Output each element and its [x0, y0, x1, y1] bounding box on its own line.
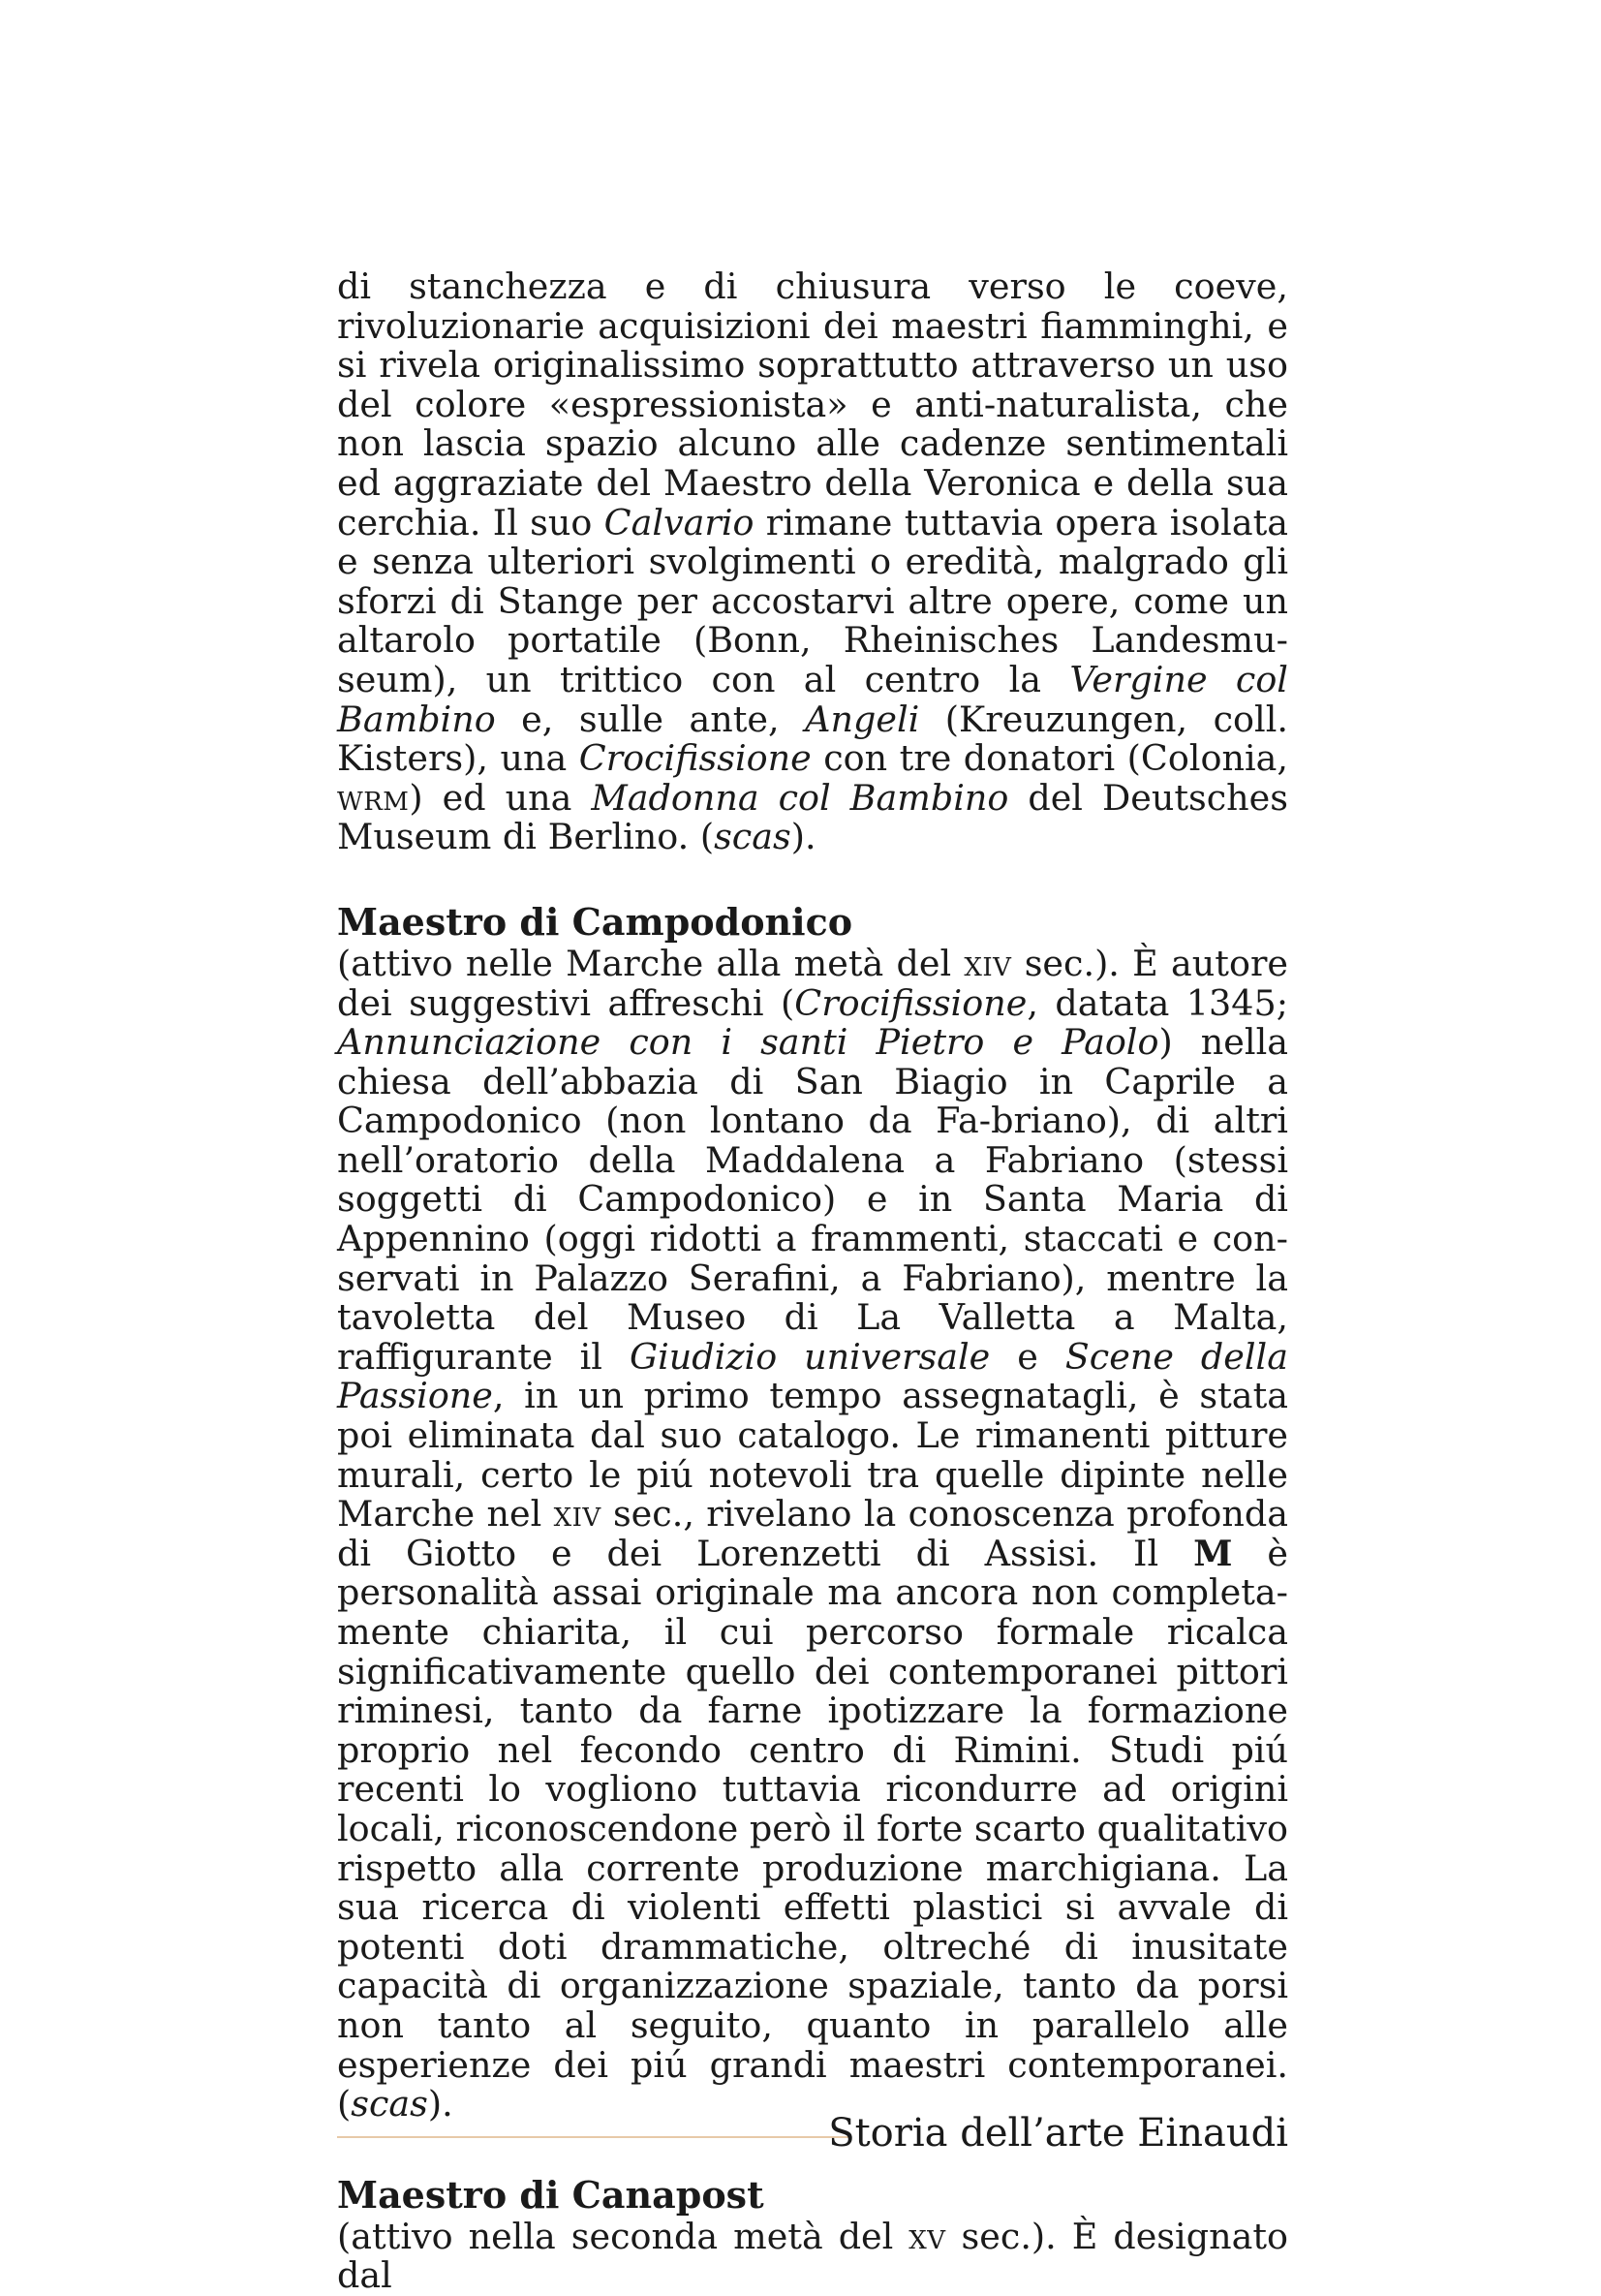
- work-title: Scene della Passione: [337, 1335, 1288, 1417]
- work-title: Crocifissione: [794, 981, 1028, 1024]
- intro-text-3: e, sulle ante,: [495, 698, 806, 740]
- work-title-vergine: Vergine col Bambino: [337, 658, 1288, 740]
- century-numeral: xiv: [553, 1493, 601, 1536]
- century-numeral: xv: [908, 2215, 946, 2257]
- entry-text: (attivo nella seconda metà del: [337, 2215, 909, 2257]
- entry-body: [337, 942, 1288, 2125]
- subject-abbreviation: M: [1193, 1532, 1233, 1574]
- intro-text-8: ).: [790, 816, 816, 858]
- work-title-madonna: Madonna col Bambino: [591, 776, 1009, 819]
- intro-text-2: rimane tuttavia opera isolata e senza ulteriori svolgimenti o eredità, malgrado gli sforzi di Stange per accostarvi altre opere, come un altarolo portatile (Bonn, Rheinisches Landesmuseum), un trittico con al centro la: [337, 501, 1289, 700]
- intro-paragraph: [337, 267, 1288, 857]
- work-title: Giudizio universale: [629, 1335, 991, 1378]
- entry-body: [337, 2215, 1288, 2296]
- entry-text: ) nella chiesa dell’abbazia di San Biagio in Caprile a Campodonico (non lontano da Fa-briano), di altri nell’oratorio della Maddalena a Fabriano (stessi soggetti di Campodonico) e in Santa Maria di Appennino (oggi ridotti a frammenti, staccati e conservati in Palazzo Serafini, a Fabriano), mentre la tavoletta del Museo di La Valletta a Malta, raffigurante il: [337, 1021, 1288, 1378]
- work-title: Annunciazione con i santi Pietro e Paolo: [337, 1021, 1159, 1064]
- footer-rule: [337, 2136, 850, 2138]
- intro-text-1: di stanchezza e di chiusura verso le coeve, rivoluzionarie acquisizioni dei maestri fiamminghi, e si rivela originalissimo soprattutto attraverso un uso del colore «espressionista» e anti-naturalista, che non lascia spazio alcuno alle cadenze sentimentali ed aggraziate del Maestro della Veronica e della sua cerchia. Il suo: [337, 265, 1288, 543]
- intro-text-5: con tre donatori (Colonia,: [811, 737, 1288, 780]
- entry-text: è personalità assai originale ma ancora non completamente chiarita, il cui percorso formale ricalca significativamente quello dei contemporanei pittori riminesi, tanto da farne ipotizzare la formazione proprio nel fecondo centro di Rimini. Studi piú recenti lo vogliono tuttavia ricondurre ad origini locali, riconoscendone però il forte scarto qualitativo rispetto alla corrente produzione marchigiana. La sua ricerca di violenti effetti plastici si avvale di potenti doti drammatiche, oltreché di inusitate capacità di organizzazione spaziale, tanto da porsi non tanto al seguito, quanto in parallelo alle esperienze dei piú grandi maestri contemporanei. (: [337, 1532, 1288, 2125]
- intro-text-4: (Kreuzungen, coll. Kisters), una: [337, 698, 1288, 780]
- author-initials: scas: [351, 2083, 428, 2125]
- entry-campodonico: [337, 900, 1288, 2125]
- work-title-angeli: Angeli: [805, 698, 920, 740]
- museum-abbreviation: wrm: [337, 776, 410, 819]
- entry-text: e: [990, 1335, 1065, 1378]
- work-title-calvario: Calvario: [603, 501, 754, 543]
- author-initials: scas: [714, 816, 791, 858]
- footer-publication-title: Storia dell’arte Einaudi: [828, 2111, 1288, 2156]
- entry-title: Maestro di Canapost: [337, 2172, 764, 2217]
- entry-text: sec.). È designato dal: [337, 2215, 1288, 2296]
- intro-text-7: del Deutsches Museum di Berlino. (: [337, 776, 1289, 858]
- entry-text: (attivo nelle Marche alla metà del: [337, 942, 965, 984]
- intro-text-6: ) ed una: [409, 776, 592, 819]
- page-footer: [337, 2110, 1288, 2156]
- work-title-crocifissione: Crocifissione: [578, 737, 812, 780]
- page-body: [337, 267, 1288, 2296]
- entry-text: sec.). È autore dei suggestivi affreschi (: [337, 942, 1288, 1024]
- entry-text: sec., rivelano la conoscenza profonda di Giotto e dei Lorenzetti di Assisi. Il: [337, 1493, 1288, 1574]
- entry-text: ).: [427, 2083, 453, 2125]
- entry-title: Maestro di Campodonico: [337, 899, 853, 944]
- entry-text: , datata 1345;: [1027, 981, 1288, 1024]
- century-numeral: xiv: [964, 942, 1012, 984]
- entry-text: , in un primo tempo assegnatagli, è stata poi eliminata dal suo catalogo. Le rimanenti pitture murali, certo le piú notevoli tra quelle dipinte nelle Marche nel: [337, 1375, 1288, 1536]
- entry-canapost: [337, 2173, 1288, 2296]
